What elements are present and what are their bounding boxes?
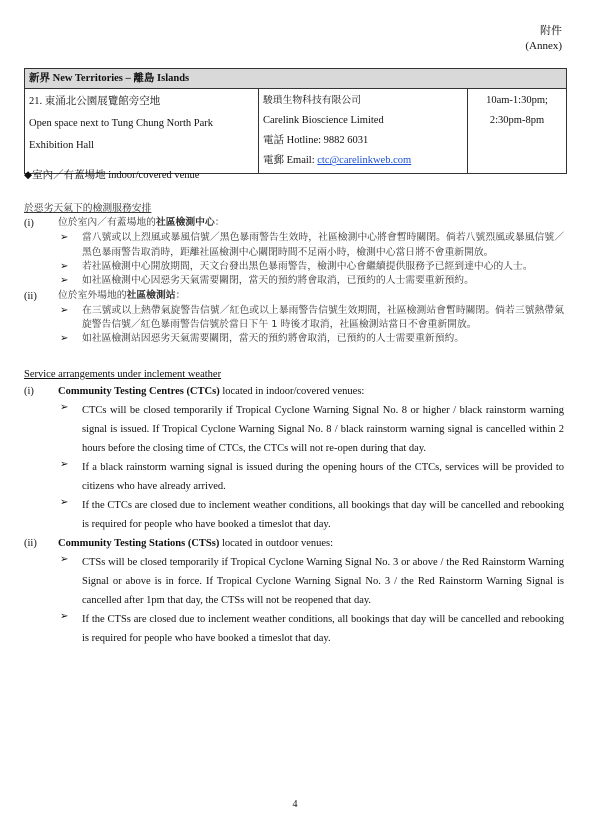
section-title-bold: Community Testing Centres (CTCs) [58, 386, 220, 398]
en-section-2-title [24, 534, 564, 553]
bullet-arrow-icon: ➢ [60, 554, 69, 566]
list-item [24, 496, 564, 534]
zh-section-2-title [24, 289, 564, 304]
section-title-suffix: ： [214, 217, 225, 229]
en-heading: Service arrangements under inclement weather [24, 368, 222, 380]
zh-heading: 於惡劣天氣下的檢測服務安排 [24, 203, 152, 214]
list-item [24, 610, 564, 648]
section-number: (i) [24, 218, 34, 230]
section-title-prefix: 位於室外場地的 [58, 289, 127, 301]
annex-zh: 附件 [540, 25, 562, 37]
section-title [58, 289, 185, 304]
bullet-arrow-icon: ➢ [60, 305, 69, 317]
email-link[interactable]: ctc@carelinkweb.com [317, 155, 412, 167]
venue-name-zh: 21. 東涌北公園展覽館旁空地 [29, 96, 161, 108]
venue-table [24, 68, 567, 174]
bullet-arrow-icon: ➢ [60, 611, 69, 623]
bullet-arrow-icon: ➢ [60, 260, 69, 272]
table-row [25, 89, 567, 174]
content [24, 202, 564, 648]
venue-type-note: ◆室內／有蓋場地 indoor/covered venue [24, 170, 200, 181]
bullet-arrow-icon: ➢ [60, 333, 69, 345]
bullet-text: 當八號或以上烈風或暴風信號／黑色暴雨警告生效時，社區檢測中心將會暫時關閉。倘若八號烈風或暴風信號／黑色暴雨警告取消時，距離社區檢測中心關閉時間不足兩小時，檢測中心當日將不會重新開放。 [82, 232, 564, 258]
bullet-arrow-icon: ➢ [60, 402, 69, 414]
annex-en: (Annex) [525, 40, 562, 52]
bullet-arrow-icon: ➢ [60, 459, 69, 471]
list-item [24, 231, 564, 259]
hours-afternoon: 2:30pm-8pm [489, 115, 545, 127]
zh-section-1-title [24, 216, 564, 231]
section-title-bold: 社區檢測中心 [155, 217, 215, 229]
bullet-text: 在三號或以上熱帶氣旋警告信號／紅色或以上暴雨警告信號生效期間，社區檢測站會暫時關閉。倘若三號熱帶氣旋警告信號／紅色暴雨警告信號於當日下午 1 時後才取消，社區檢測站當日不會重新開放。 [82, 305, 564, 331]
hours-morning: 10am-1:30pm; [486, 95, 548, 107]
bullet-text: 若社區檢測中心開放期間，天文台發出黑色暴雨警告，檢測中心會繼續提供服務予已經到達中心的人士。 [82, 260, 533, 272]
list-item [24, 401, 564, 458]
bullet-text: If the CTSs are closed due to inclement weather conditions, all bookings that day will be cancelled and rebooking is required for people who have booked a timeslot that day. [82, 614, 564, 645]
hours-cell [468, 89, 567, 174]
section-title [58, 216, 225, 231]
list-item [24, 304, 564, 332]
list-item [24, 553, 564, 610]
zh-section [24, 202, 564, 347]
list-item [24, 332, 564, 347]
bullet-text: CTCs will be closed temporarily if Tropical Cyclone Warning Signal No. 8 or higher / black rainstorm warning signal is issued. If Tropical Cyclone Warning Signal No. 8 / black rainstorm warning signal is cancelled within 2 hours before the closing time of CTCs, the CTCs will not re-open during that day. [82, 405, 564, 455]
section-number: (i) [24, 386, 34, 398]
section-title-prefix: 位於室內／有蓋場地的 [58, 217, 156, 229]
bullet-arrow-icon: ➢ [60, 232, 69, 244]
page-number: 4 [292, 799, 298, 810]
section-title [58, 534, 333, 553]
provider-email-line [263, 151, 463, 171]
en-section [24, 367, 564, 648]
bullet-text: 如社區檢測中心因惡劣天氣需要關閉，當天的預約將會取消，已預約的人士需要重新預約。 [82, 275, 474, 287]
annex-label [525, 24, 562, 54]
bullet-text: 如社區檢測站因惡劣天氣需要關閉，當天的預約將會取消，已預約的人士需要重新預約。 [82, 333, 465, 345]
section-title-bold: 社區檢測站 [126, 289, 176, 301]
list-item [24, 260, 564, 275]
section-title-bold: Community Testing Stations (CTSs) [58, 538, 220, 550]
provider-cell [259, 89, 468, 174]
list-item [24, 274, 564, 289]
section-number: (ii) [24, 290, 37, 302]
section-number: (ii) [24, 538, 37, 550]
venue-cell [25, 89, 259, 174]
section-title-suffix: located in outdoor venues: [219, 538, 334, 550]
provider-name-en: Carelink Bioscience Limited [263, 115, 384, 127]
bullet-text: If a black rainstorm warning signal is issued during the opening hours of the CTCs, services will be provided to citizens who have already arrived. [82, 462, 564, 493]
region-header: 新界 New Territories – 離島 Islands [25, 69, 567, 89]
email-label: 電郵 Email: [263, 155, 318, 167]
provider-name-zh: 駿瑣生物科技有限公司 [263, 95, 361, 107]
venue-name-en-1: Open space next to Tung Chung North Park [29, 118, 214, 130]
provider-hotline: 電話 Hotline: 9882 6031 [263, 135, 369, 147]
venue-name-en-2: Exhibition Hall [29, 140, 95, 152]
bullet-arrow-icon: ➢ [60, 275, 69, 287]
section-title [58, 382, 364, 401]
en-section-1-title [24, 382, 564, 401]
bullet-text: If the CTCs are closed due to inclement weather conditions, all bookings that day will be cancelled and rebooking is required for people who have booked a timeslot that day. [82, 500, 564, 531]
bullet-arrow-icon: ➢ [60, 497, 69, 509]
section-title-suffix: ： [175, 289, 186, 301]
section-title-suffix: located in indoor/covered venues: [219, 386, 365, 398]
list-item [24, 458, 564, 496]
bullet-text: CTSs will be closed temporarily if Tropical Cyclone Warning Signal No. 3 or above / the Red Rainstorm Warning Signal or above is in force. If Tropical Cyclone Warning Signal No. 3 / the Red Rainstorm Warning Signal is cancelled after 1pm that day, the CTSs will not be reopened that day. [82, 557, 564, 607]
